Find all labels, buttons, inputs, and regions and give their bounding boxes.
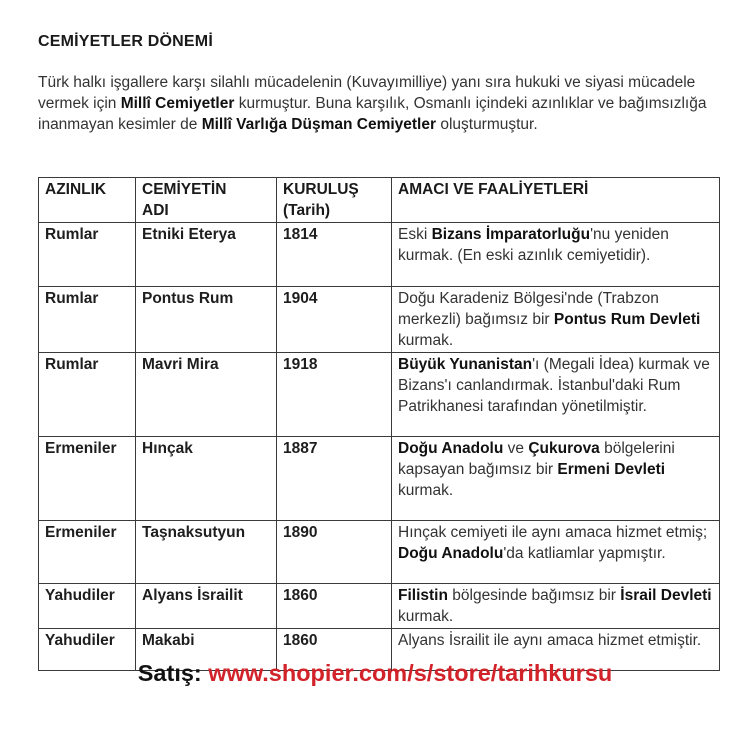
intro-segment: kurmuştur. Buna karşılık, Osmanlı içindeki azınlıklar ve bağımsızlığa inanmayan kesimler de <box>38 95 707 133</box>
purpose-segment: Çukurova <box>528 440 600 457</box>
purpose-segment: kurmak. <box>398 332 454 349</box>
header-society-name-line2: ADI <box>142 202 169 219</box>
table-row <box>39 584 720 629</box>
cell-founded-year: 1918 <box>277 353 392 437</box>
purpose-segment: 'nu yeniden kurmak. (En eski azınlık cemiyetidir). <box>398 226 669 264</box>
table-header-row <box>39 178 720 223</box>
table-row <box>39 521 720 584</box>
sales-label: Satış: <box>137 660 202 686</box>
purpose-segment: 'ı (Megali İdea) kurmak ve Bizans'ı canlandırmak. İstanbul'daki Rum Patrikhanesi tarafından yönetilmiştir. <box>398 356 710 415</box>
purpose-segment: kurmak. <box>398 482 454 499</box>
intro-segment: Millî Cemiyetler <box>120 95 235 112</box>
table-row <box>39 437 720 521</box>
cell-founded-year: 1814 <box>277 223 392 287</box>
header-purpose: AMACI VE FAALİYETLERİ <box>392 178 720 223</box>
cell-society-name: Pontus Rum <box>136 287 277 353</box>
purpose-segment: Alyans İsrailit ile aynı amaca hizmet etmiştir. <box>398 632 702 649</box>
cell-society-name: Hınçak <box>136 437 277 521</box>
header-society-name-line1: CEMİYETİN <box>142 181 227 198</box>
header-founded-line2: (Tarih) <box>283 202 331 219</box>
cell-society-name: Etniki Eterya <box>136 223 277 287</box>
cell-minority: Rumlar <box>39 287 136 353</box>
sales-url-link[interactable]: www.shopier.com/s/store/tarihkursu <box>208 660 613 686</box>
purpose-segment: Doğu Karadeniz Bölgesi'nde (Trabzon merkezli) bağımsız bir <box>398 290 659 328</box>
societies-table <box>38 177 720 671</box>
intro-segment: oluşturmuştur. <box>436 116 538 133</box>
cell-founded-year: 1904 <box>277 287 392 353</box>
cell-purpose <box>392 521 720 584</box>
header-founded-line1: KURULUŞ <box>283 181 359 198</box>
cell-minority: Ermeniler <box>39 521 136 584</box>
purpose-segment: Filistin <box>398 587 448 604</box>
cell-minority: Rumlar <box>39 353 136 437</box>
table-row <box>39 287 720 353</box>
cell-founded-year: 1887 <box>277 437 392 521</box>
cell-purpose <box>392 223 720 287</box>
purpose-segment: İsrail Devleti <box>620 587 712 604</box>
purpose-segment: Bizans İmparatorluğu <box>431 226 591 243</box>
intro-segment: Millî Varlığa Düşman Cemiyetler <box>201 116 437 133</box>
table-row <box>39 353 720 437</box>
purpose-segment: Doğu Anadolu <box>398 440 504 457</box>
cell-minority: Ermeniler <box>39 437 136 521</box>
cell-purpose <box>392 437 720 521</box>
purpose-segment: 'da katliamlar yapmıştır. <box>503 545 666 562</box>
cell-founded-year: 1860 <box>277 584 392 629</box>
cell-founded-year: 1860 <box>277 629 392 671</box>
purpose-segment: Pontus Rum Devleti <box>553 311 701 328</box>
cell-society-name: Makabi <box>136 629 277 671</box>
sales-footer <box>0 660 750 687</box>
cell-society-name: Mavri Mira <box>136 353 277 437</box>
purpose-segment: bölgesinde bağımsız bir <box>447 587 621 604</box>
purpose-segment: bölgelerini kapsayan bağımsız bir <box>398 440 675 478</box>
header-minority: AZINLIK <box>39 178 136 223</box>
purpose-segment: Eski <box>398 226 432 243</box>
table-row <box>39 223 720 287</box>
header-founded <box>277 178 392 223</box>
purpose-segment: Doğu Anadolu <box>398 545 504 562</box>
purpose-segment: Büyük Yunanistan <box>398 356 533 373</box>
document-title: CEMİYETLER DÖNEMİ <box>38 33 213 50</box>
purpose-segment: ve <box>503 440 529 457</box>
purpose-segment: Ermeni Devleti <box>557 461 666 478</box>
purpose-segment: Hınçak cemiyeti ile aynı amaca hizmet etmiş; <box>398 524 708 541</box>
cell-founded-year: 1890 <box>277 521 392 584</box>
cell-minority: Rumlar <box>39 223 136 287</box>
cell-minority: Yahudiler <box>39 584 136 629</box>
intro-segment: Türk halkı işgallere karşı silahlı mücadelenin (Kuvayımilliye) yanı sıra hukuki ve siyasi mücadele vermek için <box>38 74 696 112</box>
purpose-segment: kurmak. <box>398 608 454 625</box>
cell-purpose <box>392 584 720 629</box>
cell-minority: Yahudiler <box>39 629 136 671</box>
cell-society-name: Alyans İsrailit <box>136 584 277 629</box>
cell-purpose <box>392 287 720 353</box>
cell-purpose <box>392 353 720 437</box>
header-society-name <box>136 178 277 223</box>
cell-society-name: Taşnaksutyun <box>136 521 277 584</box>
intro-paragraph <box>38 72 728 135</box>
